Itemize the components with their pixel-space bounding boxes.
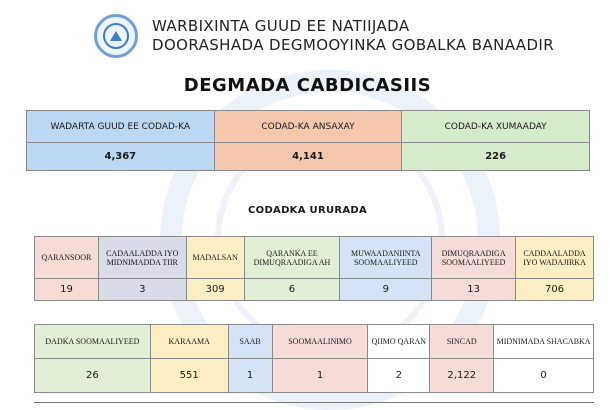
party-votes: 551 <box>150 359 228 393</box>
report-header <box>94 12 554 60</box>
summary-header-total: WADARTA GUUD EE CODAD-KA <box>27 111 215 143</box>
section-title: CODADKA URURADA <box>248 205 368 216</box>
logo-icon <box>94 14 138 58</box>
party-votes: 1 <box>272 359 368 393</box>
party-header: KARAAMA <box>150 325 228 359</box>
summary-value-total: 4,367 <box>27 143 215 171</box>
party-header: SOOMAALINIMO <box>272 325 368 359</box>
header-line-2: DOORASHADA DEGMOOYINKA GOBALKA BANAADIR <box>152 36 555 54</box>
party-header: CADDAALADDA IYO WADAJIRKA <box>516 237 594 279</box>
party-votes: 6 <box>244 279 340 301</box>
summary-header-valid: CODAD-KA ANSAXAY <box>214 111 402 143</box>
party-header: MIDNIMADA SHACABKA <box>494 325 594 359</box>
party-votes: 0 <box>494 359 594 393</box>
summary-header-invalid: CODAD-KA XUMAADAY <box>402 111 590 143</box>
party-header: SAAB <box>228 325 272 359</box>
party-votes: 3 <box>98 279 186 301</box>
party-header: QIIMO QARAN <box>368 325 430 359</box>
header-titles <box>152 17 554 55</box>
party-votes: 706 <box>516 279 594 301</box>
party-votes: 1 <box>228 359 272 393</box>
party-votes: 26 <box>35 359 151 393</box>
party-votes: 309 <box>186 279 244 301</box>
party-header: DIMUQRAADIGA SOOMAALIYEED <box>432 237 516 279</box>
summary-value-invalid: 226 <box>402 143 590 171</box>
summary-table <box>26 110 590 171</box>
summary-value-valid: 4,141 <box>214 143 402 171</box>
party-header: QARANSOOR <box>35 237 99 279</box>
party-header: QARANKA EE DIMUQRAADIGA AH <box>244 237 340 279</box>
party-votes: 13 <box>432 279 516 301</box>
party-header: MADALSAN <box>186 237 244 279</box>
party-votes: 2 <box>368 359 430 393</box>
party-header: SINCAD <box>430 325 494 359</box>
party-header: DADKA SOOMAALIYEED <box>35 325 151 359</box>
party-results-table-1 <box>34 236 594 301</box>
party-votes: 2,122 <box>430 359 494 393</box>
party-results-table-2 <box>34 324 594 393</box>
district-title: DEGMADA CABDICASIIS <box>183 75 432 96</box>
party-header: MUWAADANIINTA SOOMAALIYEED <box>340 237 432 279</box>
divider <box>34 402 594 403</box>
party-votes: 9 <box>340 279 432 301</box>
header-line-1: WARBIXINTA GUUD EE NATIIJADA <box>152 17 410 35</box>
party-votes: 19 <box>35 279 99 301</box>
party-header: CADAALADDA IYO MIDNIMADDA TIIR <box>98 237 186 279</box>
